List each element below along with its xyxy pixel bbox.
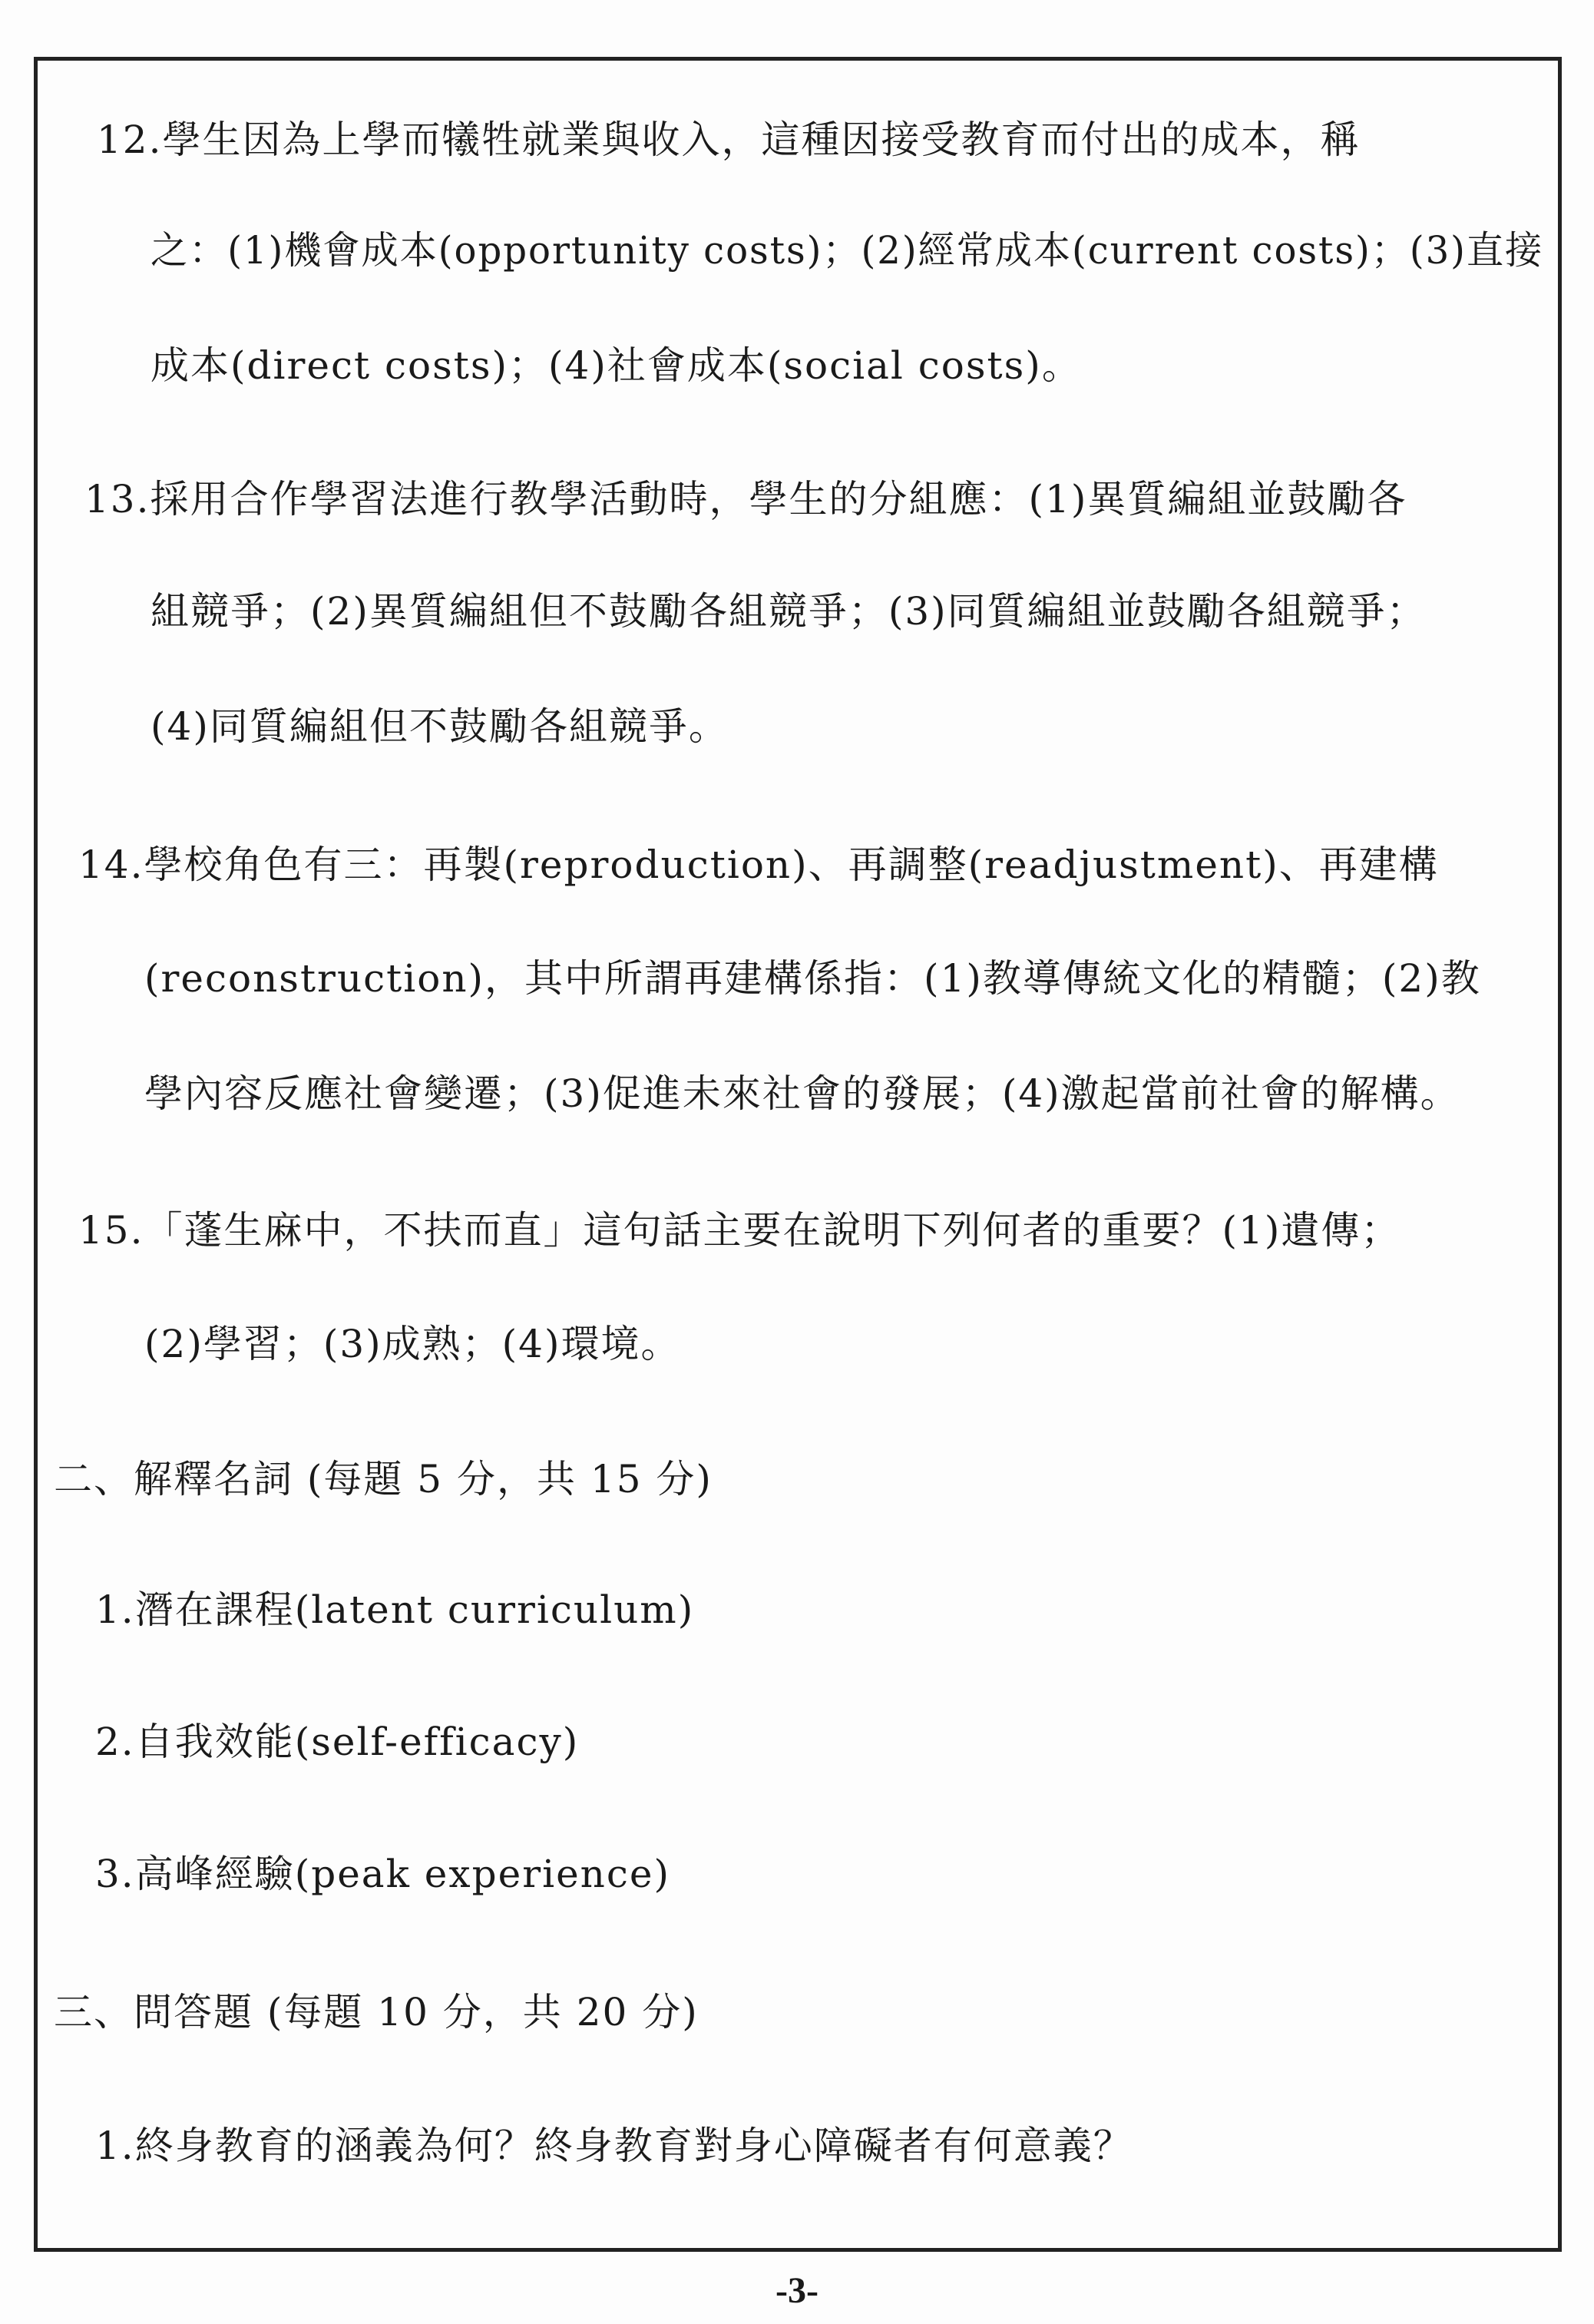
question-15-line-2: (2)學習；(3)成熟；(4)環境。: [144, 1322, 681, 1366]
section-2-heading: 二、解釋名詞 (每題 5 分，共 15 分): [54, 1457, 713, 1501]
question-13-line-3: (4)同質編組但不鼓勵各組競爭。: [150, 704, 729, 749]
section-3-heading: 三、問答題 (每題 10 分，共 20 分): [54, 1990, 699, 2034]
question-12-line-1: 12.學生因為上學而犧牲就業與收入，這種因接受教育而付出的成本，稱: [97, 118, 1361, 162]
page-number: -3-: [776, 2270, 818, 2311]
question-15-line-1: 15.「蓬生麻中，不扶而直」這句話主要在說明下列何者的重要？(1)遺傳；: [78, 1208, 1401, 1253]
question-14-line-2: (reconstruction)，其中所謂再建構係指：(1)教導傳統文化的精髓；(2)教: [144, 956, 1481, 1001]
question-13-line-1: 13.採用合作學習法進行教學活動時，學生的分組應：(1)異質編組並鼓勵各: [84, 477, 1407, 521]
section-2-item-1: 1.潛在課程(latent curriculum): [95, 1587, 695, 1632]
question-13-line-2: 組競爭；(2)異質編組但不鼓勵各組競爭；(3)同質編組並鼓勵各組競爭；: [150, 589, 1427, 634]
question-12-line-3: 成本(direct costs)；(4)社會成本(social costs)。: [150, 343, 1082, 388]
question-14-line-1: 14.學校角色有三：再製(reproduction)、再調整(readjustment)、再建構: [78, 843, 1439, 887]
question-12-line-2: 之：(1)機會成本(opportunity costs)；(2)經常成本(current costs)；(3)直接: [150, 228, 1544, 273]
question-14-line-3: 學內容反應社會變遷；(3)促進未來社會的發展；(4)激起當前社會的解構。: [144, 1071, 1460, 1116]
section-2-item-3: 3.高峰經驗(peak experience): [95, 1852, 670, 1896]
section-3-item-1: 1.終身教育的涵義為何？終身教育對身心障礙者有何意義？: [95, 2124, 1133, 2168]
section-2-item-2: 2.自我效能(self-efficacy): [95, 1720, 580, 1764]
